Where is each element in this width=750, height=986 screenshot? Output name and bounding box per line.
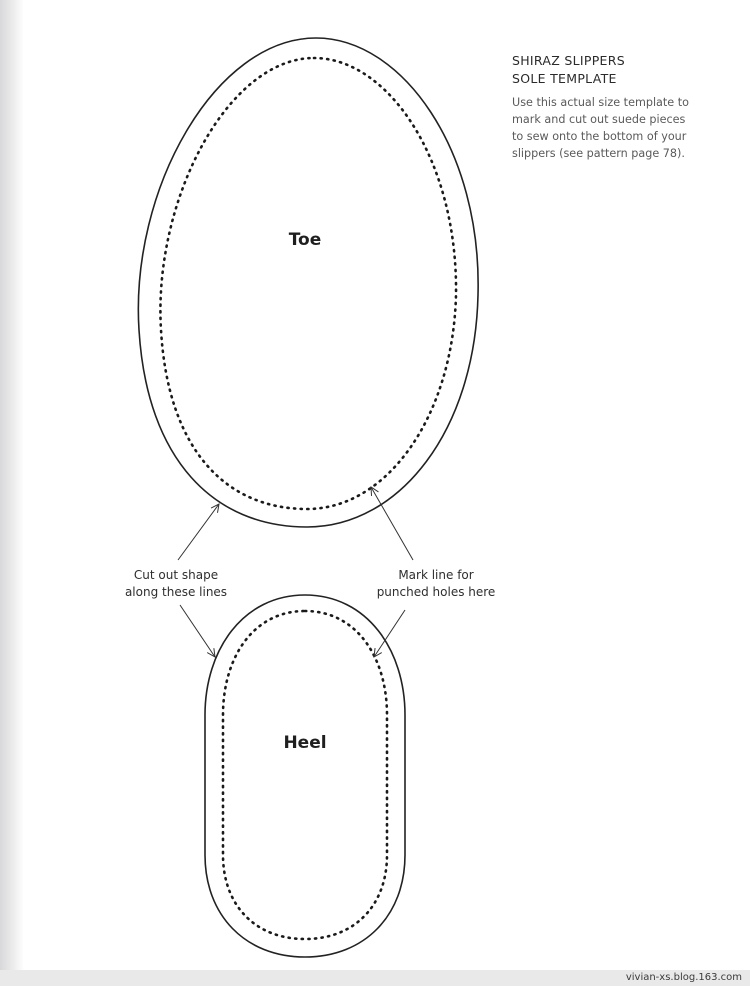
template-title-line-1: SHIRAZ SLIPPERS <box>512 53 625 68</box>
mark-callout-line-1: Mark line for <box>398 568 474 582</box>
cut-arrow-to-heel <box>180 605 215 657</box>
heel-punch-line <box>223 611 387 939</box>
toe-cut-outline <box>138 38 478 527</box>
mark-arrow-to-toe <box>371 487 413 560</box>
toe-punch-line <box>160 58 456 509</box>
template-title-line-2: SOLE TEMPLATE <box>512 71 617 86</box>
template-title <box>512 52 732 88</box>
mark-callout-line-2: punched holes here <box>376 585 496 599</box>
template-description <box>512 94 712 162</box>
footer-watermark: vivian-xs.blog.163.com <box>625 972 742 983</box>
mark-arrow-to-heel <box>374 610 405 657</box>
cut-callout <box>125 567 227 601</box>
toe-label: Toe <box>288 230 322 250</box>
cut-callout-line-2: along these lines <box>124 585 228 599</box>
description-line-2: mark and cut out suede pieces <box>512 113 686 126</box>
mark-callout <box>377 567 496 601</box>
cut-callout-line-1: Cut out shape <box>133 568 219 582</box>
heel-label: Heel <box>283 733 327 753</box>
description-line-3: to sew onto the bottom of your <box>512 130 687 143</box>
cut-arrow-to-toe <box>178 504 219 560</box>
description-line-1: Use this actual size template to <box>512 96 689 109</box>
description-line-4: slippers (see pattern page 78). <box>512 147 685 160</box>
